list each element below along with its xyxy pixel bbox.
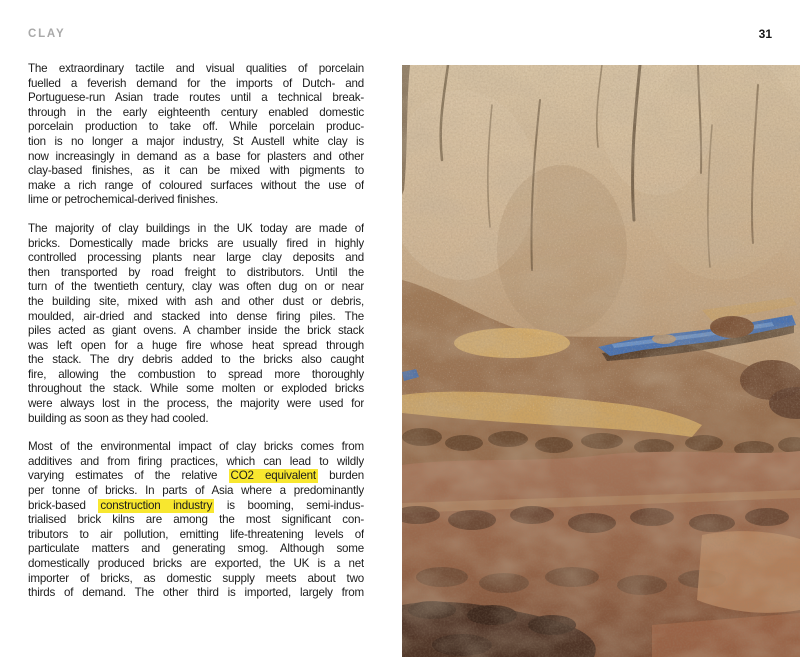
- text-line: [28, 193, 364, 208]
- text-line: [28, 412, 364, 427]
- text-line: [28, 251, 364, 266]
- text-line: [28, 557, 364, 572]
- text-segment: was left open for a huge fire whose heat spread through: [28, 338, 364, 352]
- text-segment: Most of the environmental impact of clay bricks comes from: [28, 440, 364, 454]
- page-number: 31: [758, 27, 772, 41]
- text-line: [28, 440, 364, 455]
- text-line: [28, 572, 364, 587]
- text-line: [28, 266, 364, 281]
- highlighted-phrase: construction industry: [100, 498, 213, 512]
- text-line: [28, 469, 364, 484]
- text-line: [28, 455, 364, 470]
- text-segment: tion is no longer a major industry, St Austell white clay is: [28, 134, 364, 148]
- text-column: [28, 62, 364, 615]
- paragraph: [28, 62, 364, 208]
- paragraph: [28, 440, 364, 601]
- text-line: [28, 106, 364, 121]
- text-line: [28, 179, 364, 194]
- text-segment: bricks. Domestically made bricks are usually fired in highly: [28, 236, 364, 250]
- text-line: [28, 528, 364, 543]
- quarry-photo: [402, 65, 800, 657]
- text-line: [28, 542, 364, 557]
- text-segment: then transported by road freight to distributors. Until the: [28, 265, 364, 279]
- text-line: [28, 120, 364, 135]
- text-segment: were always lost in the process, the majority were used for: [28, 397, 364, 411]
- text-line: [28, 499, 364, 514]
- quarry-photo-illustration: [402, 65, 800, 657]
- text-segment: thirds of demand. The other third is imported, largely from: [28, 586, 364, 600]
- text-segment: fuelled a feverish demand for the imports of Dutch- and: [28, 76, 364, 90]
- text-line: [28, 382, 364, 397]
- text-line: [28, 280, 364, 295]
- text-line: [28, 295, 364, 310]
- text-line: [28, 339, 364, 354]
- text-segment: particulate matters and generating smog. Although some: [28, 542, 364, 556]
- text-segment: The extraordinary tactile and visual qualities of porcelain: [28, 62, 364, 75]
- text-segment: fire, allowing the combustion to spread more thoroughly: [28, 367, 364, 381]
- text-line: [28, 135, 364, 150]
- text-line: [28, 513, 364, 528]
- text-segment: is booming, semi-indus-: [214, 498, 364, 512]
- text-segment: piles acted as giant ovens. A chamber inside the brick stack: [28, 324, 364, 338]
- text-segment: building as soon as they had cooled.: [28, 411, 209, 425]
- text-segment: domestically produced bricks are exported, the UK is a net: [28, 557, 364, 570]
- text-segment: The majority of clay buildings in the UK today are made of: [28, 221, 364, 235]
- text-segment: lime or petrochemical-derived finishes.: [28, 193, 219, 207]
- text-line: [28, 484, 364, 499]
- text-line: [28, 222, 364, 237]
- text-segment: the stack. The dry debris added to the bricks also caught: [28, 353, 364, 367]
- text-segment: the building site, mixed with ash and other dust or debris,: [28, 294, 364, 308]
- text-segment: tributors to air pollution, emitting life-threatening levels of: [28, 527, 364, 541]
- text-line: [28, 353, 364, 368]
- text-line: [28, 150, 364, 165]
- text-segment: clay-based finishes, as it can be mixed with pigments to: [28, 164, 364, 178]
- text-segment: importer of bricks, as domestic supply meets about two: [28, 571, 364, 585]
- text-segment: trialised brick kilns are among the most significant con-: [28, 513, 364, 527]
- text-segment: additives and from firing practices, which can lead to wildly: [28, 454, 364, 468]
- text-line: [28, 397, 364, 412]
- text-segment: throughout the stack. While some molten or exploded bricks: [28, 382, 364, 396]
- text-segment: now increasingly in demand as a base for plasters and other: [28, 149, 364, 163]
- text-segment: turn of the twentieth century, clay was often dug on or near: [28, 280, 364, 294]
- text-segment: porcelain production to take off. While porcelain produc-: [28, 120, 364, 134]
- running-head: CLAY: [28, 28, 66, 40]
- text-segment: Portuguese-run Asian trade routes until a technical break-: [28, 91, 364, 105]
- text-line: [28, 368, 364, 383]
- paragraph: [28, 222, 364, 426]
- text-line: [28, 310, 364, 325]
- text-line: [28, 164, 364, 179]
- text-segment: brick-based: [28, 498, 99, 512]
- text-line: [28, 586, 364, 601]
- text-segment: burden: [317, 469, 364, 483]
- text-segment: per tonne of bricks. In parts of Asia where a predominantly: [28, 484, 364, 498]
- text-segment: make a rich range of coloured surfaces without the use of: [28, 178, 364, 192]
- text-line: [28, 324, 364, 339]
- highlighted-phrase: CO2 equivalent: [230, 469, 316, 483]
- text-segment: varying estimates of the relative: [28, 469, 229, 483]
- text-segment: through in the early eighteenth century enabled domestic: [28, 105, 364, 119]
- text-line: [28, 237, 364, 252]
- text-line: [28, 77, 364, 92]
- text-line: [28, 91, 364, 106]
- text-segment: controlled processing plants near large clay deposits and: [28, 251, 364, 265]
- text-line: [28, 62, 364, 77]
- text-segment: moulded, air-dried and stacked into dense firing piles. The: [28, 309, 364, 323]
